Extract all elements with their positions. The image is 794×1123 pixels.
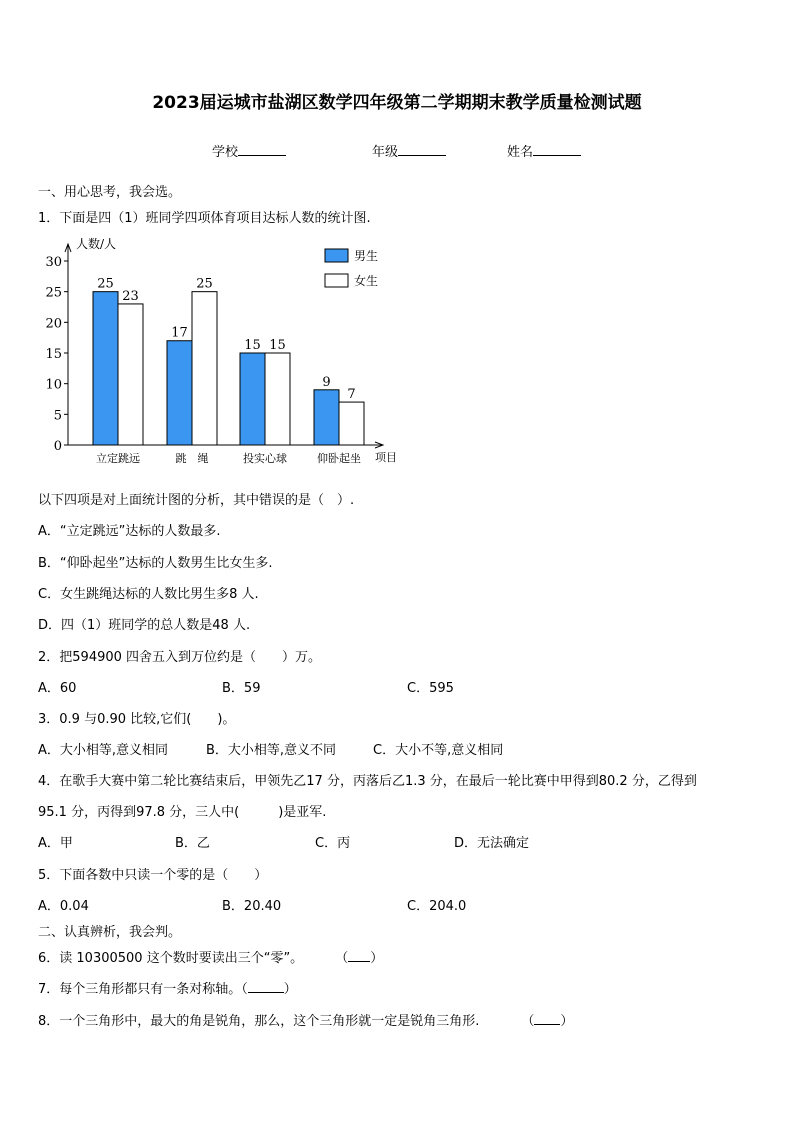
q4-option-d[interactable]: D．无法确定 [454, 836, 530, 851]
y-tick-label: 0 [53, 439, 62, 454]
y-tick-label: 15 [45, 347, 62, 362]
q7 [38, 978, 297, 997]
q3-option-a[interactable]: A．大小相等,意义相同 [38, 743, 169, 758]
q1-option-a[interactable]: A．“立定跳远”达标的人数最多. [38, 524, 221, 539]
q6 [38, 947, 383, 966]
q6-answer-blank[interactable] [348, 949, 370, 962]
q1-option-d[interactable]: D．四（1）班同学的总人数是48 人. [38, 618, 251, 633]
bar-value-label: 15 [269, 338, 286, 353]
q4-option-b[interactable]: B．乙 [175, 836, 210, 851]
category-label: 跳 绳 [175, 452, 209, 465]
bar-value-label: 25 [97, 276, 114, 292]
q8-paren-close: ） [560, 1014, 574, 1029]
y-tick-label: 5 [53, 408, 62, 424]
q4-line-1: 4．在歌手大赛中第二轮比赛结束后，甲领先乙17 分，丙落后乙1.3 分，在最后一轮比赛中甲得到80.2 分，乙得到 [38, 774, 697, 789]
q4-option-a[interactable]: A．甲 [38, 836, 73, 851]
school-label: 学校 [212, 145, 239, 160]
name-label: 姓名 [507, 145, 534, 160]
q5-option-b[interactable]: B．20.40 [222, 899, 282, 914]
q8-paren-open: （ [521, 1014, 535, 1029]
category-label: 立定跳远 [96, 452, 140, 465]
bar [192, 292, 217, 445]
bar [118, 304, 143, 445]
school-field [212, 141, 286, 160]
bar-value-label: 9 [322, 374, 331, 390]
legend-label: 男生 [354, 249, 379, 263]
bar [167, 341, 192, 445]
grade-label: 年级 [372, 145, 399, 160]
bar-chart [0, 228, 420, 473]
bar-value-label: 25 [196, 276, 213, 292]
x-axis-label: 项目 [375, 451, 397, 464]
legend-label: 女生 [354, 274, 379, 288]
page-title: 2023届运城市盐湖区数学四年级第二学期期末教学质量检测试题 [152, 93, 642, 113]
chart-legend [325, 248, 378, 288]
name-field [507, 141, 581, 160]
q7-answer-blank[interactable] [248, 980, 284, 993]
bar-value-label: 7 [347, 387, 356, 403]
name-blank[interactable] [533, 143, 581, 156]
bar-value-label: 17 [171, 325, 188, 341]
bar-value-label: 23 [122, 288, 139, 304]
section-2-heading: 二、认真辨析，我会判。 [38, 925, 182, 940]
q6-paren-close: ） [370, 951, 384, 966]
q5-option-c[interactable]: C．204.0 [407, 899, 467, 914]
grade-blank[interactable] [398, 143, 446, 156]
bar [240, 353, 265, 445]
q2-option-c[interactable]: C．595 [407, 681, 454, 696]
q2-stem: 2．把594900 四舍五入到万位约是（ ）万。 [38, 650, 322, 665]
y-tick-label: 25 [45, 285, 62, 301]
y-tick-label: 10 [45, 377, 62, 393]
legend-swatch [325, 274, 348, 287]
category-label: 仰卧起坐 [317, 452, 361, 465]
grade-field [372, 141, 446, 160]
bar [265, 353, 290, 445]
q4-line-2: 95.1 分，丙得到97.8 分，三人中( )是亚军. [38, 805, 327, 820]
q8-stem: 8．一个三角形中，最大的角是锐角，那么，这个三角形就一定是锐角三角形. [38, 1014, 480, 1029]
q3-stem: 3．0.9 与0.90 比较,它们( )。 [38, 712, 236, 727]
bar [314, 390, 339, 445]
school-blank[interactable] [238, 143, 286, 156]
q3-option-b[interactable]: B．大小相等,意义不同 [206, 743, 337, 758]
y-tick-label: 30 [45, 255, 62, 270]
q7-paren-close: ） [283, 982, 297, 997]
q5-stem: 5．下面各数中只读一个零的是（ ） [38, 868, 268, 883]
bar-value-label: 15 [244, 338, 261, 353]
legend-swatch [325, 249, 348, 262]
q3-option-c[interactable]: C．大小不等,意义相同 [373, 743, 504, 758]
q8-answer-blank[interactable] [534, 1012, 560, 1025]
q6-stem: 6．读 10300500 这个数时要读出三个“零”。 [38, 951, 304, 966]
section-1-heading: 一、用心思考，我会选。 [38, 185, 182, 200]
q2-option-a[interactable]: A．60 [38, 681, 77, 696]
bar [339, 402, 364, 445]
q4-option-c[interactable]: C．丙 [315, 836, 351, 851]
q1-ask: 以下四项是对上面统计图的分析，其中错误的是（ ）. [38, 493, 355, 508]
q1-stem: 1．下面是四（1）班同学四项体育项目达标人数的统计图. [38, 211, 371, 226]
y-tick-label: 20 [45, 316, 62, 332]
bar [93, 292, 118, 445]
category-label: 投实心球 [243, 452, 287, 465]
q5-option-a[interactable]: A．0.04 [38, 899, 89, 914]
q1-option-b[interactable]: B．“仰卧起坐”达标的人数男生比女生多. [38, 556, 273, 571]
q6-paren-open: （ [335, 951, 349, 966]
q7-stem: 7．每个三角形都只有一条对称轴。（ [38, 982, 248, 997]
q8 [38, 1010, 573, 1029]
y-axis-label: 人数/人 [76, 237, 117, 251]
q1-option-c[interactable]: C．女生跳绳达标的人数比男生多8 人. [38, 587, 259, 602]
q2-option-b[interactable]: B．59 [222, 681, 261, 696]
